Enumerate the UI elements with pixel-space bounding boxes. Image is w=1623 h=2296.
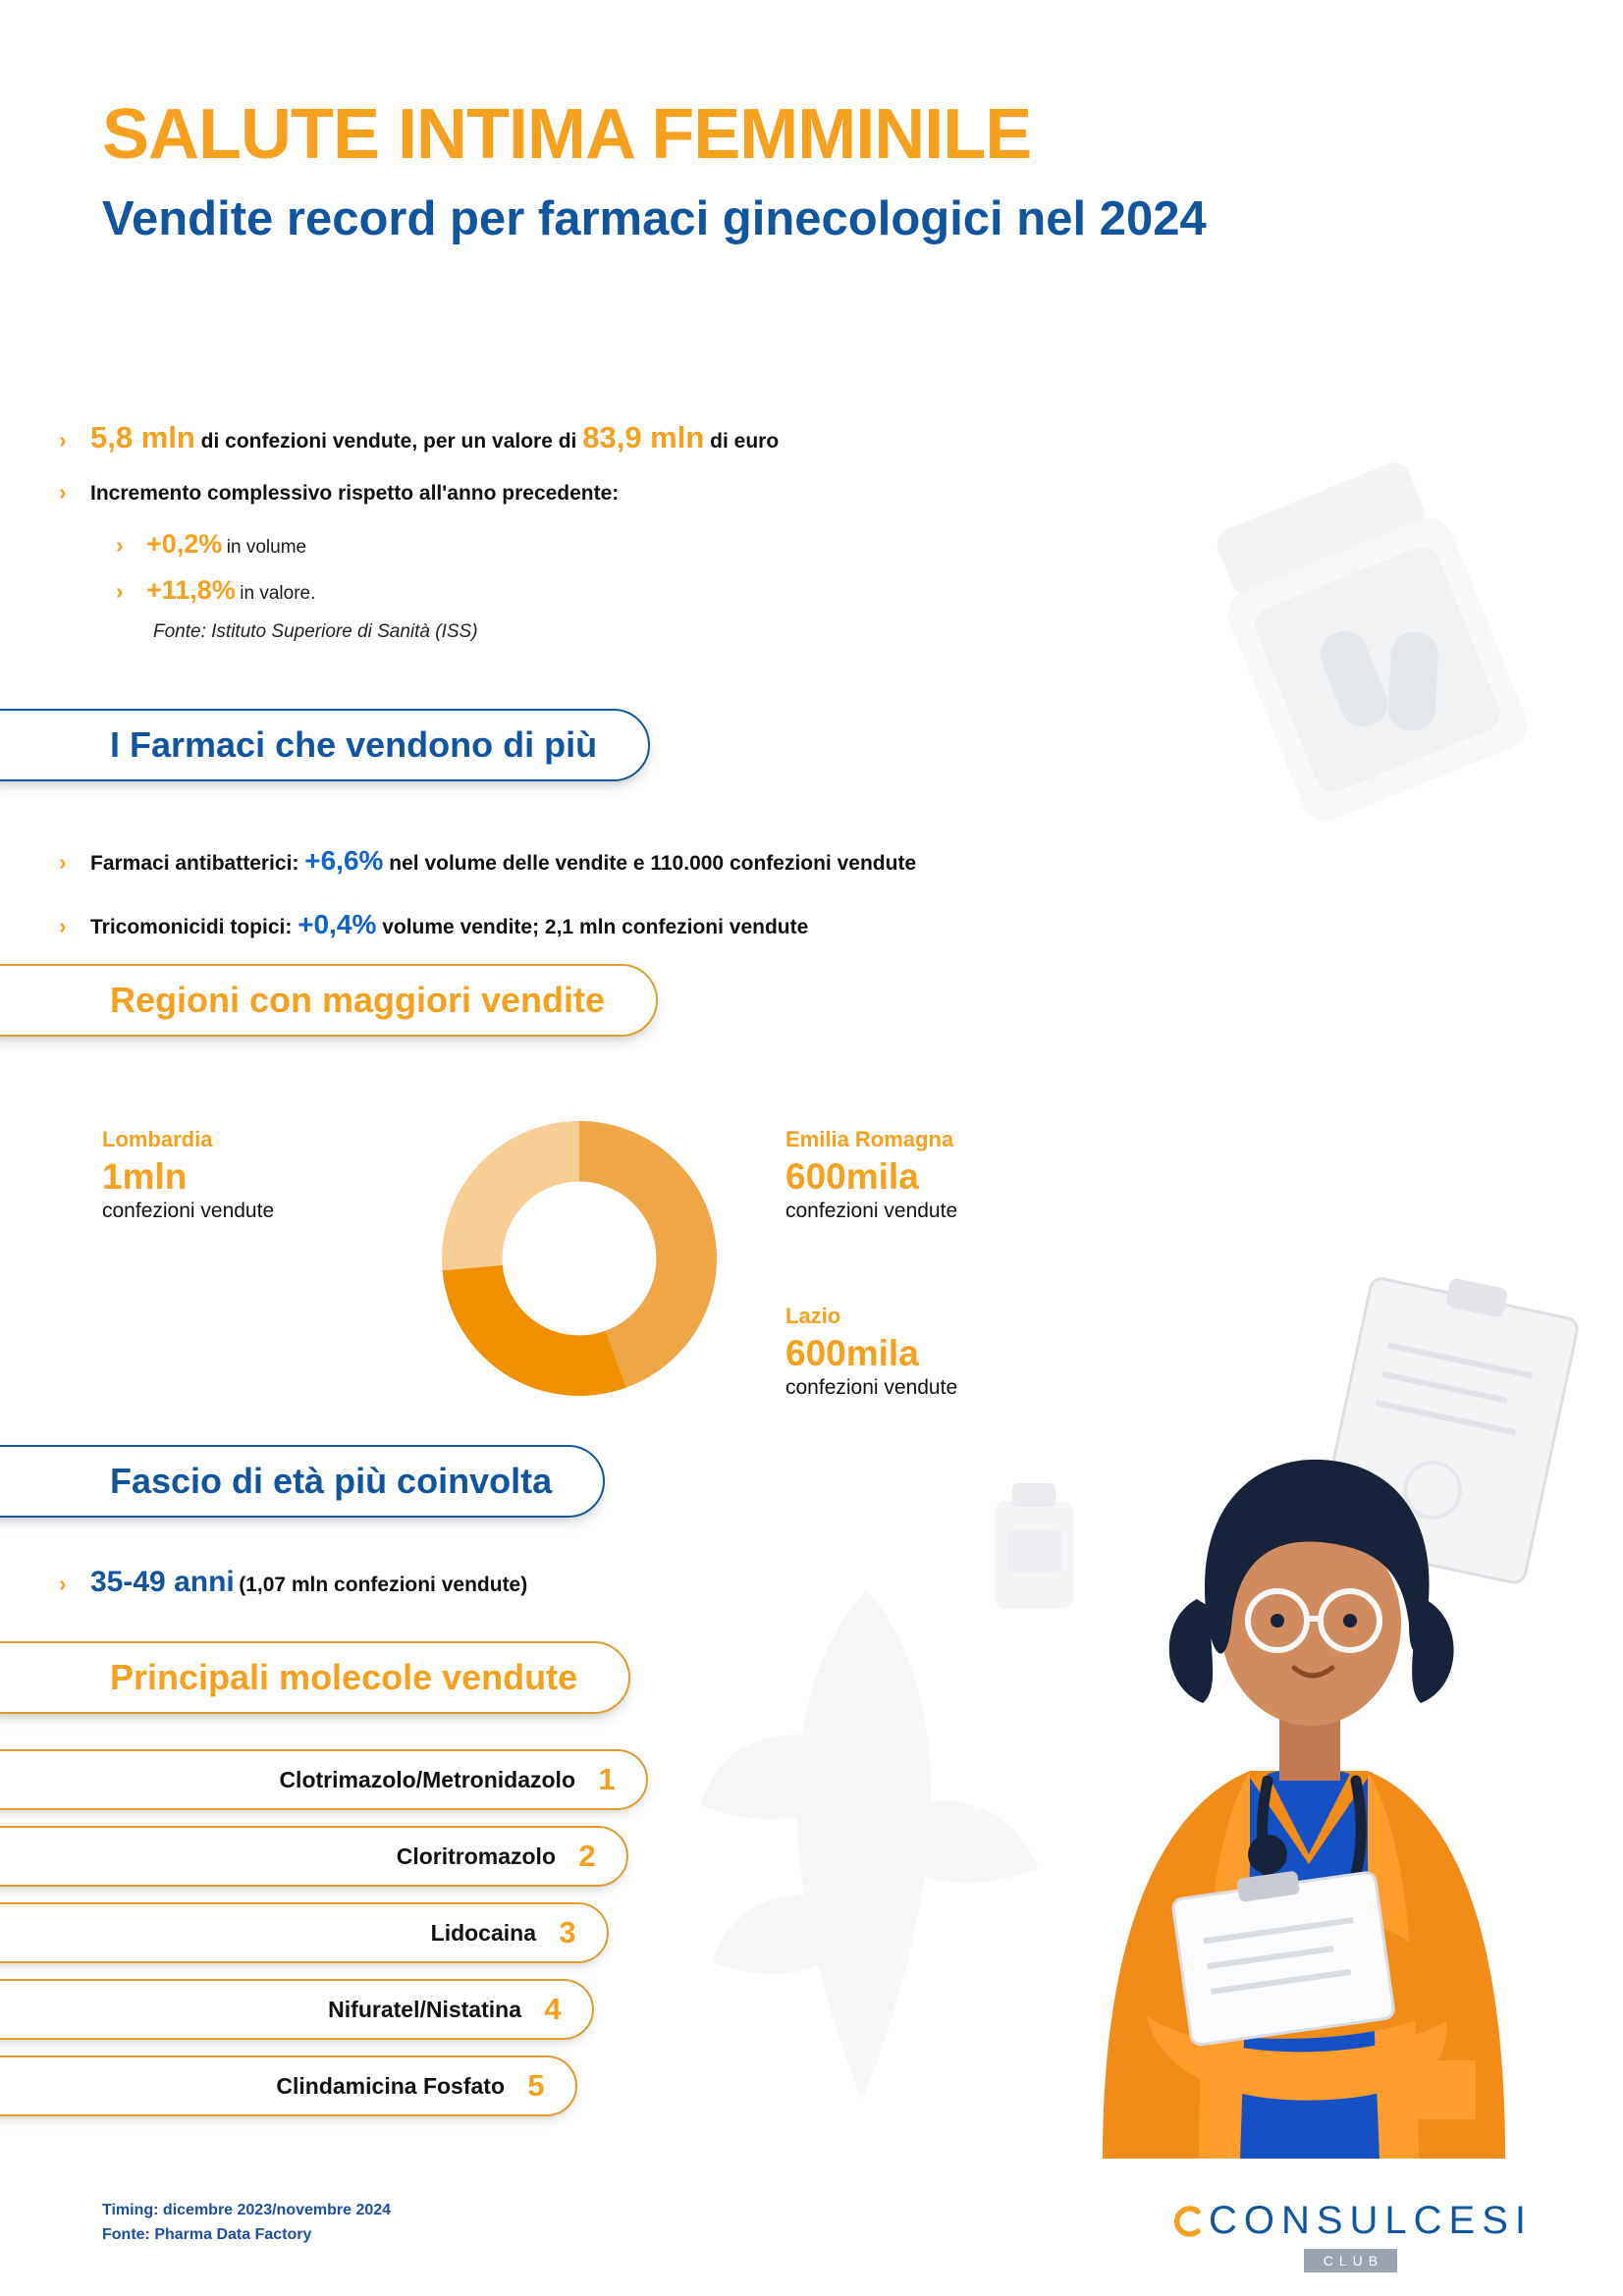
intro-bullet-1 — [59, 417, 1237, 458]
donut-segment-lazio — [442, 1121, 579, 1270]
intro-bullets — [59, 417, 1237, 643]
region-lazio — [785, 1304, 957, 1400]
molecule-label: Clindamicina Fosfato — [276, 2072, 505, 2099]
tricomonicidi-label: Tricomonicidi topici: — [90, 915, 293, 938]
footer-notes — [102, 2199, 391, 2248]
value-growth-value: +11,8% — [146, 575, 236, 606]
section-title-molecole: Principali molecole vendute — [110, 1657, 578, 1697]
intro-source: Fonte: Istituto Superiore di Sanità (ISS) — [153, 621, 478, 643]
chevron-right-icon: › — [59, 1571, 67, 1596]
chevron-right-icon: › — [59, 427, 67, 453]
list-item — [0, 1902, 609, 1963]
chevron-right-icon: › — [116, 578, 124, 605]
molecule-label: Nifuratel/Nistatina — [328, 1996, 521, 2022]
intro-subbullets — [116, 529, 1237, 606]
intro-subbullet-volume — [116, 529, 1237, 560]
molecule-rank: 3 — [559, 1915, 576, 1949]
region-name: Lombardia — [102, 1127, 213, 1151]
molecule-rank: 4 — [544, 1992, 562, 2026]
logo-club-badge: CLUB — [1304, 2249, 1397, 2272]
region-lombardia — [102, 1127, 274, 1223]
doctor-illustration — [955, 1177, 1584, 2159]
footer-source: Fonte: Pharma Data Factory — [102, 2225, 312, 2243]
molecule-label: Lidocaina — [430, 1919, 536, 1946]
region-name: Emilia Romagna — [785, 1127, 954, 1151]
list-item — [0, 1826, 628, 1887]
increase-label: Incremento complessivo rispetto all'anno precedente: — [90, 481, 620, 505]
region-caption: confezioni vendute — [785, 1199, 958, 1222]
list-item — [0, 2056, 577, 2116]
age-range-value: 35-49 anni — [90, 1566, 235, 1598]
region-emilia-romagna — [785, 1127, 957, 1223]
volume-growth-label: in volume — [226, 537, 307, 559]
farmaci-bullets — [59, 842, 1286, 970]
fascia-bullet — [59, 1566, 1041, 1621]
molecule-rank: 1 — [598, 1762, 616, 1796]
volume-growth-value: +0,2% — [146, 529, 223, 560]
footer-timing: Timing: dicembre 2023/novembre 2024 — [102, 2202, 392, 2218]
page-title: SALUTE INTIMA FEMMINILE — [102, 95, 1032, 174]
region-caption: confezioni vendute — [102, 1199, 275, 1222]
chevron-right-icon: › — [59, 478, 67, 505]
donut-segment-emilia-romagna — [443, 1265, 626, 1396]
region-value: 600mila — [785, 1156, 919, 1197]
tricomonicidi-value: +0,4% — [298, 908, 377, 939]
region-name: Lazio — [785, 1304, 841, 1328]
consulcesi-logo — [1168, 2199, 1533, 2272]
intro-bullet-2 — [59, 480, 1237, 507]
antibatterici-detail: nel volume delle vendite e 110.000 confezioni vendute — [389, 852, 917, 875]
section-header-regioni — [0, 964, 658, 1037]
age-range-note: (1,07 mln confezioni vendute) — [239, 1574, 528, 1596]
intro-subbullet-value — [116, 575, 1237, 606]
section-header-molecole — [0, 1641, 630, 1714]
chevron-right-icon: › — [59, 849, 67, 875]
region-caption: confezioni vendute — [785, 1375, 958, 1399]
farmaci-row-antibatterici — [59, 842, 1286, 880]
chevron-right-icon: › — [116, 532, 124, 559]
regioni-donut-chart — [442, 1121, 717, 1396]
region-value: 1mln — [102, 1156, 188, 1197]
molecule-label: Clotrimazolo/Metronidazolo — [279, 1766, 575, 1792]
consulcesi-c-icon — [1168, 2203, 1206, 2240]
regioni-chart-block — [0, 1109, 1080, 1423]
page-subtitle: Vendite record per farmaci ginecologici nel 2024 — [102, 191, 1207, 245]
region-value: 600mila — [785, 1333, 919, 1373]
logo-wordmark: CONSULCESI — [1208, 2199, 1533, 2242]
section-header-farmaci — [0, 709, 650, 781]
section-title-regioni: Regioni con maggiori vendite — [110, 980, 606, 1020]
sales-value-unit: di euro — [710, 430, 780, 453]
farmaci-row-tricomonicidi — [59, 906, 1286, 943]
list-item — [0, 1979, 594, 2040]
antibatterici-value: +6,6% — [304, 845, 384, 876]
value-growth-label: in valore. — [240, 583, 316, 605]
chevron-right-icon: › — [59, 912, 67, 938]
packages-sold-value: 5,8 mln — [90, 420, 195, 454]
tricomonicidi-detail: volume vendite; 2,1 mln confezioni vendute — [382, 915, 809, 938]
molecule-label: Cloritromazolo — [396, 1842, 556, 1869]
molecule-rank: 2 — [578, 1839, 596, 1873]
section-header-fascia — [0, 1445, 605, 1518]
section-title-fascia: Fascio di età più coinvolta — [110, 1461, 553, 1501]
header — [102, 95, 1496, 248]
section-title-farmaci: I Farmaci che vendono di più — [110, 724, 598, 765]
packages-sold-label: di confezioni vendute, per un valore di — [200, 430, 577, 453]
molecule-rank: 5 — [527, 2068, 545, 2103]
list-item — [0, 1749, 648, 1810]
antibatterici-label: Farmaci antibatterici: — [90, 852, 299, 875]
sales-value: 83,9 mln — [582, 420, 705, 454]
